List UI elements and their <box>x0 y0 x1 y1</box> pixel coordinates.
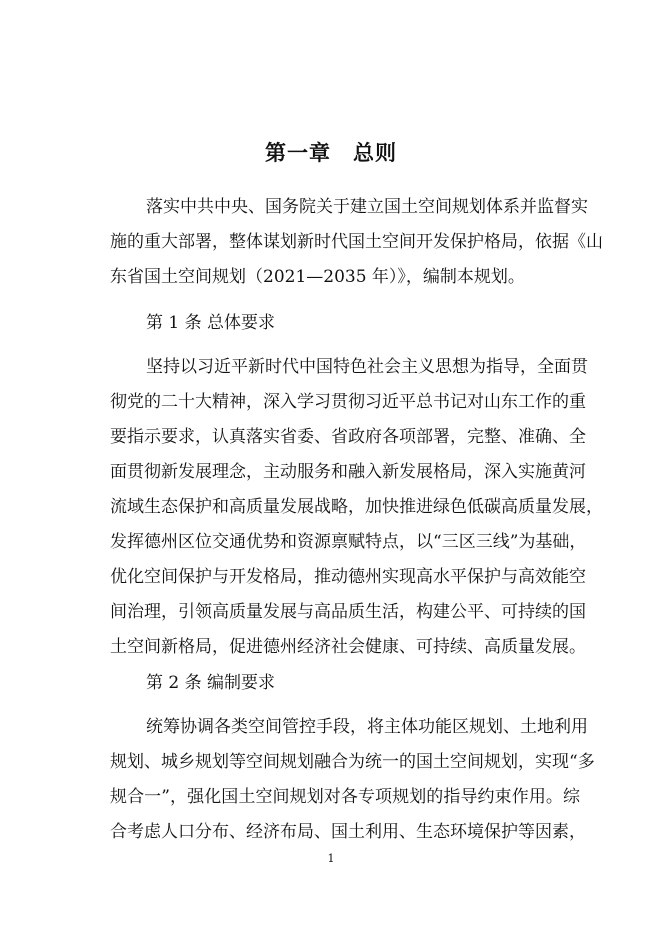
article-2-line-4: 合考虑人口分布、经济布局、国土利用、生态环境保护等因素， <box>110 822 586 842</box>
article-1-line-5: 流域生态保护和高质量发展战略，加快推进绿色低碳高质量发展， <box>110 497 603 517</box>
article-1-line-8: 间治理，引领高质量发展与高品质生活，构建公平、可持续的国 <box>110 602 586 622</box>
chapter-title: 第一章 总则 <box>265 140 397 165</box>
article-1-line-2: 彻党的二十大精神，深入学习贯彻习近平总书记对山东工作的重 <box>110 392 586 412</box>
article-2-line-2: 规划、城乡规划等空间规划融合为统一的国土空间规划，实现“多 <box>110 752 595 772</box>
page-number: 1 <box>327 852 335 865</box>
article-1-line-9: 土空间新格局，促进德州经济社会健康、可持续、高质量发展。 <box>110 637 586 657</box>
article-2-line-3: 规合一”，强化国土空间规划对各专项规划的指导约束作用。综 <box>110 787 580 807</box>
intro-line-3: 东省国土空间规划（2021—2035 年）》，编制本规划。 <box>110 267 525 287</box>
intro-line-2: 施的重大部署，整体谋划新时代国土空间开发保护格局，依据《山 <box>110 232 603 252</box>
article-2-heading: 第 2 条 编制要求 <box>146 673 276 693</box>
article-1-line-7: 优化空间保护与开发格局，推动德州实现高水平保护与高效能空 <box>110 567 586 587</box>
article-2-line-1: 统筹协调各类空间管控手段，将主体功能区规划、土地利用 <box>146 717 588 737</box>
article-1-line-1: 坚持以习近平新时代中国特色社会主义思想为指导，全面贯 <box>146 357 588 377</box>
article-1-line-6: 发挥德州区位交通优势和资源禀赋特点，以“三区三线”为基础， <box>110 532 587 552</box>
article-1-line-3: 要指示要求，认真落实省委、省政府各项部署，完整、准确、全 <box>110 427 586 447</box>
intro-line-1: 落实中共中央、国务院关于建立国土空间规划体系并监督实 <box>146 197 588 217</box>
article-1-line-4: 面贯彻新发展理念，主动服务和融入新发展格局，深入实施黄河 <box>110 462 586 482</box>
article-1-heading: 第 1 条 总体要求 <box>146 313 276 333</box>
